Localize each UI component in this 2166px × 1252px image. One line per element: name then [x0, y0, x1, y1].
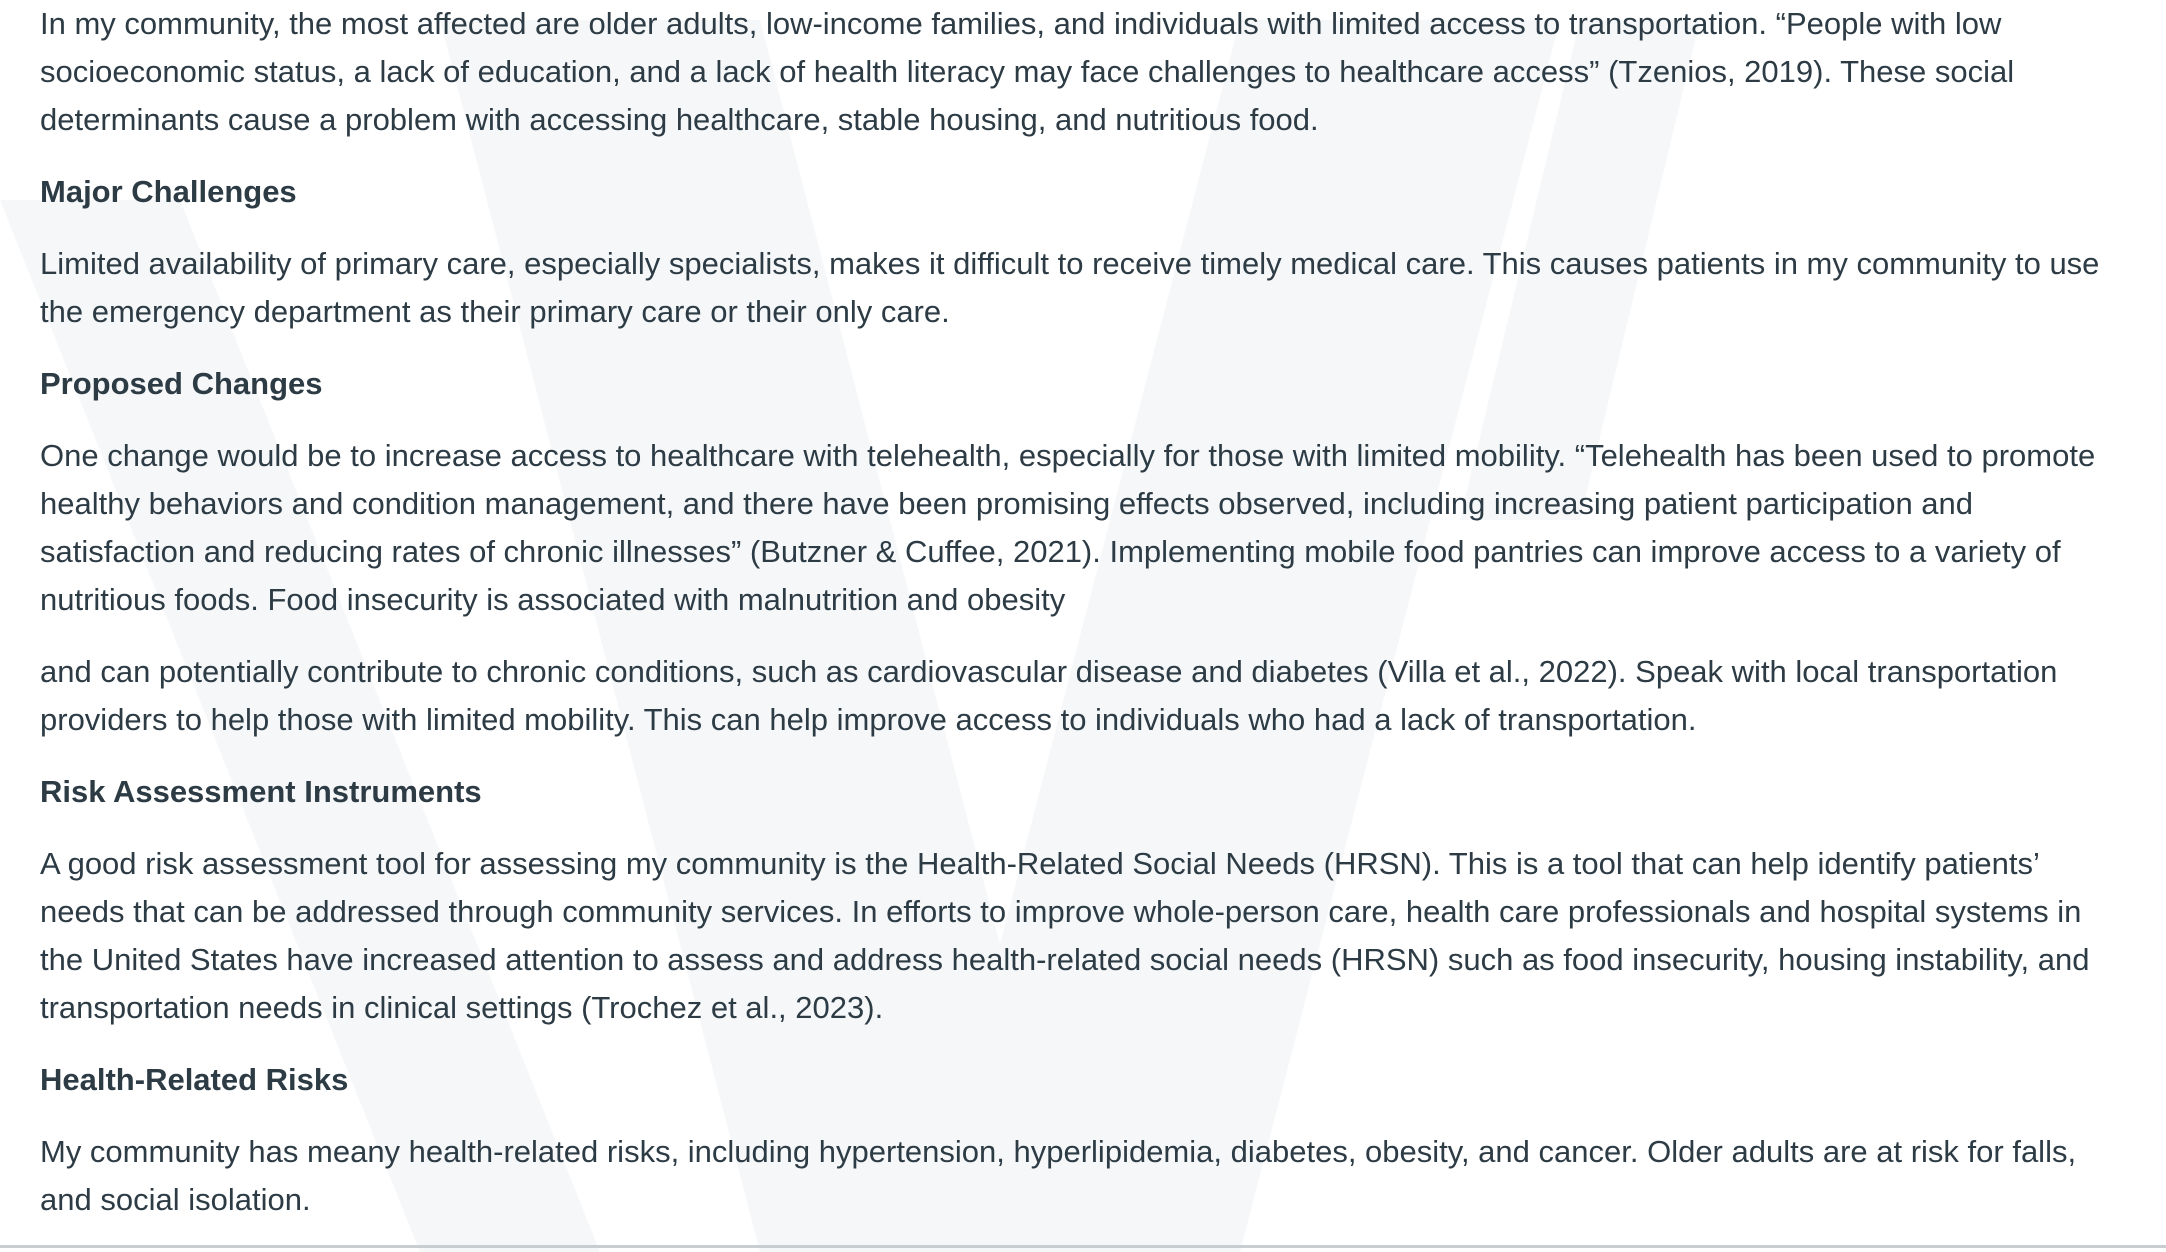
bottom-divider — [0, 1245, 2166, 1248]
heading-health-related-risks: Health-Related Risks — [40, 1062, 349, 1097]
heading-proposed-changes: Proposed Changes — [40, 366, 323, 401]
paragraph-major-challenges: Limited availability of primary care, especially specialists, makes it difficult to receive timely medical care. This causes patients in my community to use the emergency department as their primary care or their only care. — [40, 246, 2100, 329]
document-content — [40, 0, 2120, 1224]
paragraph-proposed-changes-continued: and can potentially contribute to chronic conditions, such as cardiovascular disease and diabetes (Villa et al., 2022). Speak with local transportation providers to help those with limited mobility. This can help improve access to individuals who had a lack of transportation. — [40, 654, 2058, 737]
heading-risk-assessment: Risk Assessment Instruments — [40, 774, 482, 809]
paragraph-risk-assessment: A good risk assessment tool for assessing my community is the Health-Related Social Needs (HRSN). This is a tool that can help identify patients’ needs that can be addressed through community services. In efforts to improve whole-person care, health care professionals and hospital systems in the United States have increased attention to assess and address health-related social needs (HRSN) such as food insecurity, housing instability, and transportation needs in clinical settings (Trochez et al., 2023). — [40, 846, 2090, 1025]
paragraph-intro: In my community, the most affected are older adults, low-income families, and individuals with limited access to transportation. “People with low socioeconomic status, a lack of education, and a lack of health literacy may face challenges to healthcare access” (Tzenios, 2019). These social determinants cause a problem with accessing healthcare, stable housing, and nutritious food. — [40, 6, 2015, 137]
paragraph-proposed-changes: One change would be to increase access to healthcare with telehealth, especially for those with limited mobility. “Telehealth has been used to promote healthy behaviors and condition management, and there have been promising effects observed, including increasing patient participation and satisfaction and reducing rates of chronic illnesses” (Butzner & Cuffee, 2021). Implementing mobile food pantries can improve access to a variety of nutritious foods. Food insecurity is associated with malnutrition and obesity — [40, 438, 2096, 617]
heading-major-challenges: Major Challenges — [40, 174, 297, 209]
paragraph-health-related-risks: My community has meany health-related risks, including hypertension, hyperlipidemia, diabetes, obesity, and cancer. Older adults are at risk for falls, and social isolation. — [40, 1134, 2077, 1217]
